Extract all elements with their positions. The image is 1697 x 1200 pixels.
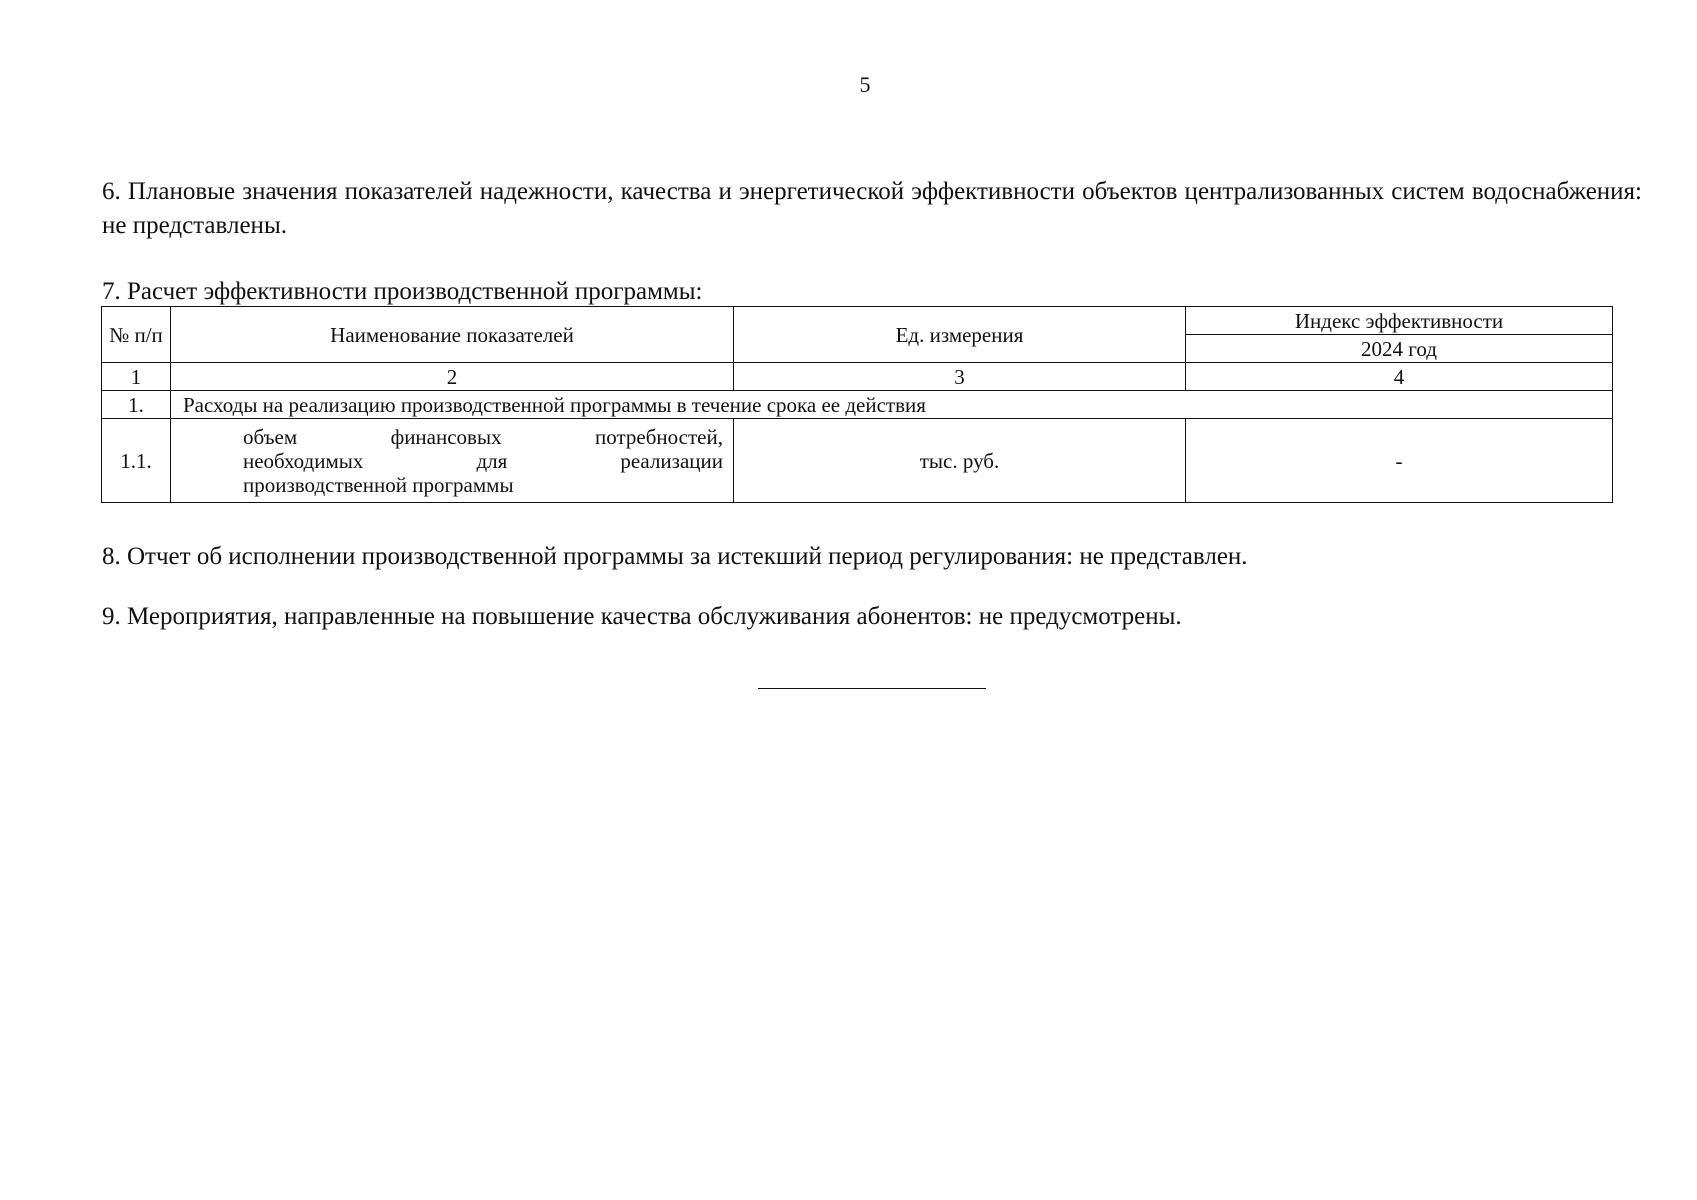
row-unit: тыс. руб.: [734, 419, 1186, 503]
group-row-num: 1.: [102, 391, 171, 419]
efficiency-table: [101, 306, 1613, 503]
row-value: -: [1186, 419, 1613, 503]
header-num-label: № п/п: [109, 322, 163, 347]
section-6-text: 6. Плановые значения показателей надежности, качества и энергетической эффективности объектов централизованных систем водоснабжения: не представлены.: [102, 178, 1642, 239]
section-9-text: 9. Мероприятия, направленные на повышение качества обслуживания абонентов: не предусмотрены.: [102, 603, 1182, 630]
header-year: 2024 год: [1186, 335, 1613, 363]
colnum-4: 4: [1186, 363, 1613, 391]
section-8-text: 8. Отчет об исполнении производственной программы за истекший период регулирования: не представлен.: [102, 543, 1248, 570]
row-name-line-2: необходимых для реализации: [243, 448, 723, 473]
colnum-1: 1: [102, 363, 171, 391]
header-num: [102, 307, 171, 363]
colnum-2: 2: [171, 363, 734, 391]
colnum-3: 3: [734, 363, 1186, 391]
row-num: 1.1.: [102, 419, 171, 503]
header-unit: Ед. измерения: [734, 307, 1186, 363]
page-number: 5: [859, 72, 871, 97]
closing-rule: [758, 688, 986, 689]
row-name-line-1: объем финансовых потребностей,: [243, 424, 723, 449]
section-7-title: 7. Расчет эффективности производственной программы:: [102, 278, 703, 305]
header-name: Наименование показателей: [171, 307, 734, 363]
row-name-line-3: производственной программы: [243, 472, 514, 497]
group-row-label: Расходы на реализацию производственной программы в течение срока ее действия: [171, 391, 1613, 419]
header-index: Индекс эффективности: [1186, 307, 1613, 335]
row-name: [171, 419, 734, 503]
